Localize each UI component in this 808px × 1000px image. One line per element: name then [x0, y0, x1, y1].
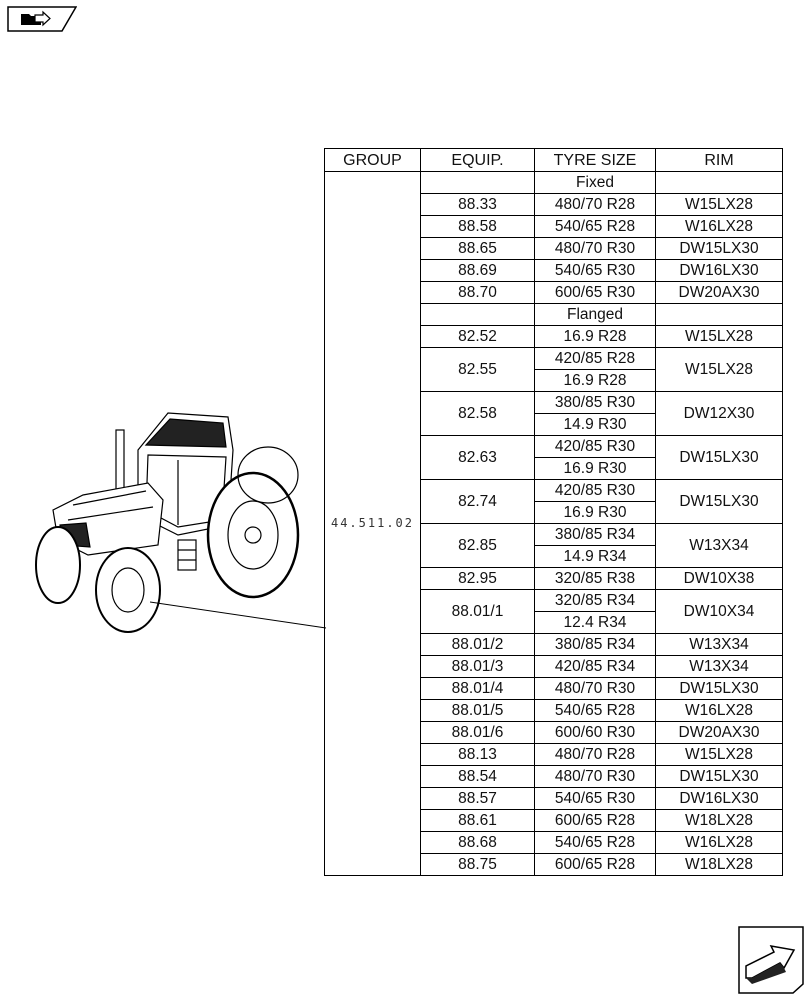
section-blank-cell: [421, 172, 535, 194]
rim-cell: DW15LX30: [656, 678, 783, 700]
equip-cell: 88.01/6: [421, 722, 535, 744]
tyre-size-cell: 420/85 R30: [535, 436, 656, 458]
tyre-size-cell: 420/85 R30: [535, 480, 656, 502]
tyre-size-cell: 16.9 R28: [535, 326, 656, 348]
equip-cell: 82.74: [421, 480, 535, 524]
section-row: [325, 172, 783, 194]
tyre-size-cell: 540/65 R28: [535, 216, 656, 238]
group-code: 44.511.02: [325, 172, 421, 876]
rim-cell: DW10X34: [656, 590, 783, 634]
rim-cell: DW20AX30: [656, 282, 783, 304]
tyre-size-cell: 420/85 R34: [535, 656, 656, 678]
tyre-size-cell: 600/65 R30: [535, 282, 656, 304]
rim-cell: DW16LX30: [656, 788, 783, 810]
rim-cell: DW15LX30: [656, 480, 783, 524]
folder-arrow-icon[interactable]: [7, 6, 77, 32]
equip-cell: 88.01/1: [421, 590, 535, 634]
tyre-size-cell: 540/65 R28: [535, 832, 656, 854]
rim-cell: DW15LX30: [656, 436, 783, 480]
rim-cell: DW15LX30: [656, 238, 783, 260]
rim-cell: DW12X30: [656, 392, 783, 436]
leader-line: [150, 600, 328, 632]
next-page-arrow-icon[interactable]: [738, 926, 804, 994]
equip-cell: 88.65: [421, 238, 535, 260]
rim-cell: DW20AX30: [656, 722, 783, 744]
rim-cell: W13X34: [656, 634, 783, 656]
equip-cell: 88.75: [421, 854, 535, 876]
rim-cell: W15LX28: [656, 326, 783, 348]
rim-cell: W13X34: [656, 524, 783, 568]
section-blank-cell: [656, 172, 783, 194]
tyre-size-cell: 380/85 R34: [535, 634, 656, 656]
equip-cell: 88.57: [421, 788, 535, 810]
rim-cell: DW10X38: [656, 568, 783, 590]
tyre-size-cell: 480/70 R28: [535, 744, 656, 766]
section-blank-cell: [421, 304, 535, 326]
equip-cell: 88.54: [421, 766, 535, 788]
equip-cell: 88.69: [421, 260, 535, 282]
equip-cell: 88.33: [421, 194, 535, 216]
rim-cell: DW15LX30: [656, 766, 783, 788]
tyre-size-cell: 600/60 R30: [535, 722, 656, 744]
tyre-size-cell: 480/70 R30: [535, 766, 656, 788]
tyre-size-cell: 380/85 R30: [535, 392, 656, 414]
tyre-size-cell: 16.9 R30: [535, 458, 656, 480]
equip-cell: 88.01/2: [421, 634, 535, 656]
equip-cell: 82.58: [421, 392, 535, 436]
equip-cell: 82.95: [421, 568, 535, 590]
equip-cell: 88.01/3: [421, 656, 535, 678]
rim-cell: W15LX28: [656, 744, 783, 766]
tyre-size-cell: 14.9 R30: [535, 414, 656, 436]
equip-cell: 88.01/4: [421, 678, 535, 700]
equip-cell: 88.13: [421, 744, 535, 766]
tyre-size-cell: 480/70 R30: [535, 678, 656, 700]
rim-cell: DW16LX30: [656, 260, 783, 282]
equip-cell: 88.58: [421, 216, 535, 238]
tyre-size-cell: 600/65 R28: [535, 810, 656, 832]
equip-cell: 82.63: [421, 436, 535, 480]
rim-cell: W15LX28: [656, 348, 783, 392]
header-group: GROUP: [325, 149, 421, 172]
tyre-size-cell: 12.4 R34: [535, 612, 656, 634]
equip-cell: 82.55: [421, 348, 535, 392]
tyre-size-cell: 480/70 R30: [535, 238, 656, 260]
tyre-size-cell: 16.9 R28: [535, 370, 656, 392]
rim-cell: W18LX28: [656, 854, 783, 876]
tyre-size-cell: 380/85 R34: [535, 524, 656, 546]
section-blank-cell: [656, 304, 783, 326]
rim-cell: W16LX28: [656, 216, 783, 238]
table-header-row: [325, 149, 783, 172]
equip-cell: 88.68: [421, 832, 535, 854]
rim-cell: W18LX28: [656, 810, 783, 832]
rim-cell: W16LX28: [656, 832, 783, 854]
equip-cell: 88.61: [421, 810, 535, 832]
tyre-size-cell: 420/85 R28: [535, 348, 656, 370]
tyre-size-cell: 540/65 R28: [535, 700, 656, 722]
equip-cell: 82.52: [421, 326, 535, 348]
tyre-size-cell: 320/85 R34: [535, 590, 656, 612]
rim-cell: W16LX28: [656, 700, 783, 722]
tyre-size-cell: 540/65 R30: [535, 260, 656, 282]
tyre-size-cell: 480/70 R28: [535, 194, 656, 216]
tyre-size-cell: 600/65 R28: [535, 854, 656, 876]
tyre-size-cell: 320/85 R38: [535, 568, 656, 590]
tyre-table: [324, 148, 783, 876]
section-title: Flanged: [535, 304, 656, 326]
rim-cell: W15LX28: [656, 194, 783, 216]
section-title: Fixed: [535, 172, 656, 194]
tyre-size-cell: 14.9 R34: [535, 546, 656, 568]
equip-cell: 82.85: [421, 524, 535, 568]
equip-cell: 88.70: [421, 282, 535, 304]
header-rim: RIM: [656, 149, 783, 172]
tyre-size-cell: 16.9 R30: [535, 502, 656, 524]
rim-cell: W13X34: [656, 656, 783, 678]
equip-cell: 88.01/5: [421, 700, 535, 722]
header-equip: EQUIP.: [421, 149, 535, 172]
header-tyre-size: TYRE SIZE: [535, 149, 656, 172]
tyre-size-cell: 540/65 R30: [535, 788, 656, 810]
